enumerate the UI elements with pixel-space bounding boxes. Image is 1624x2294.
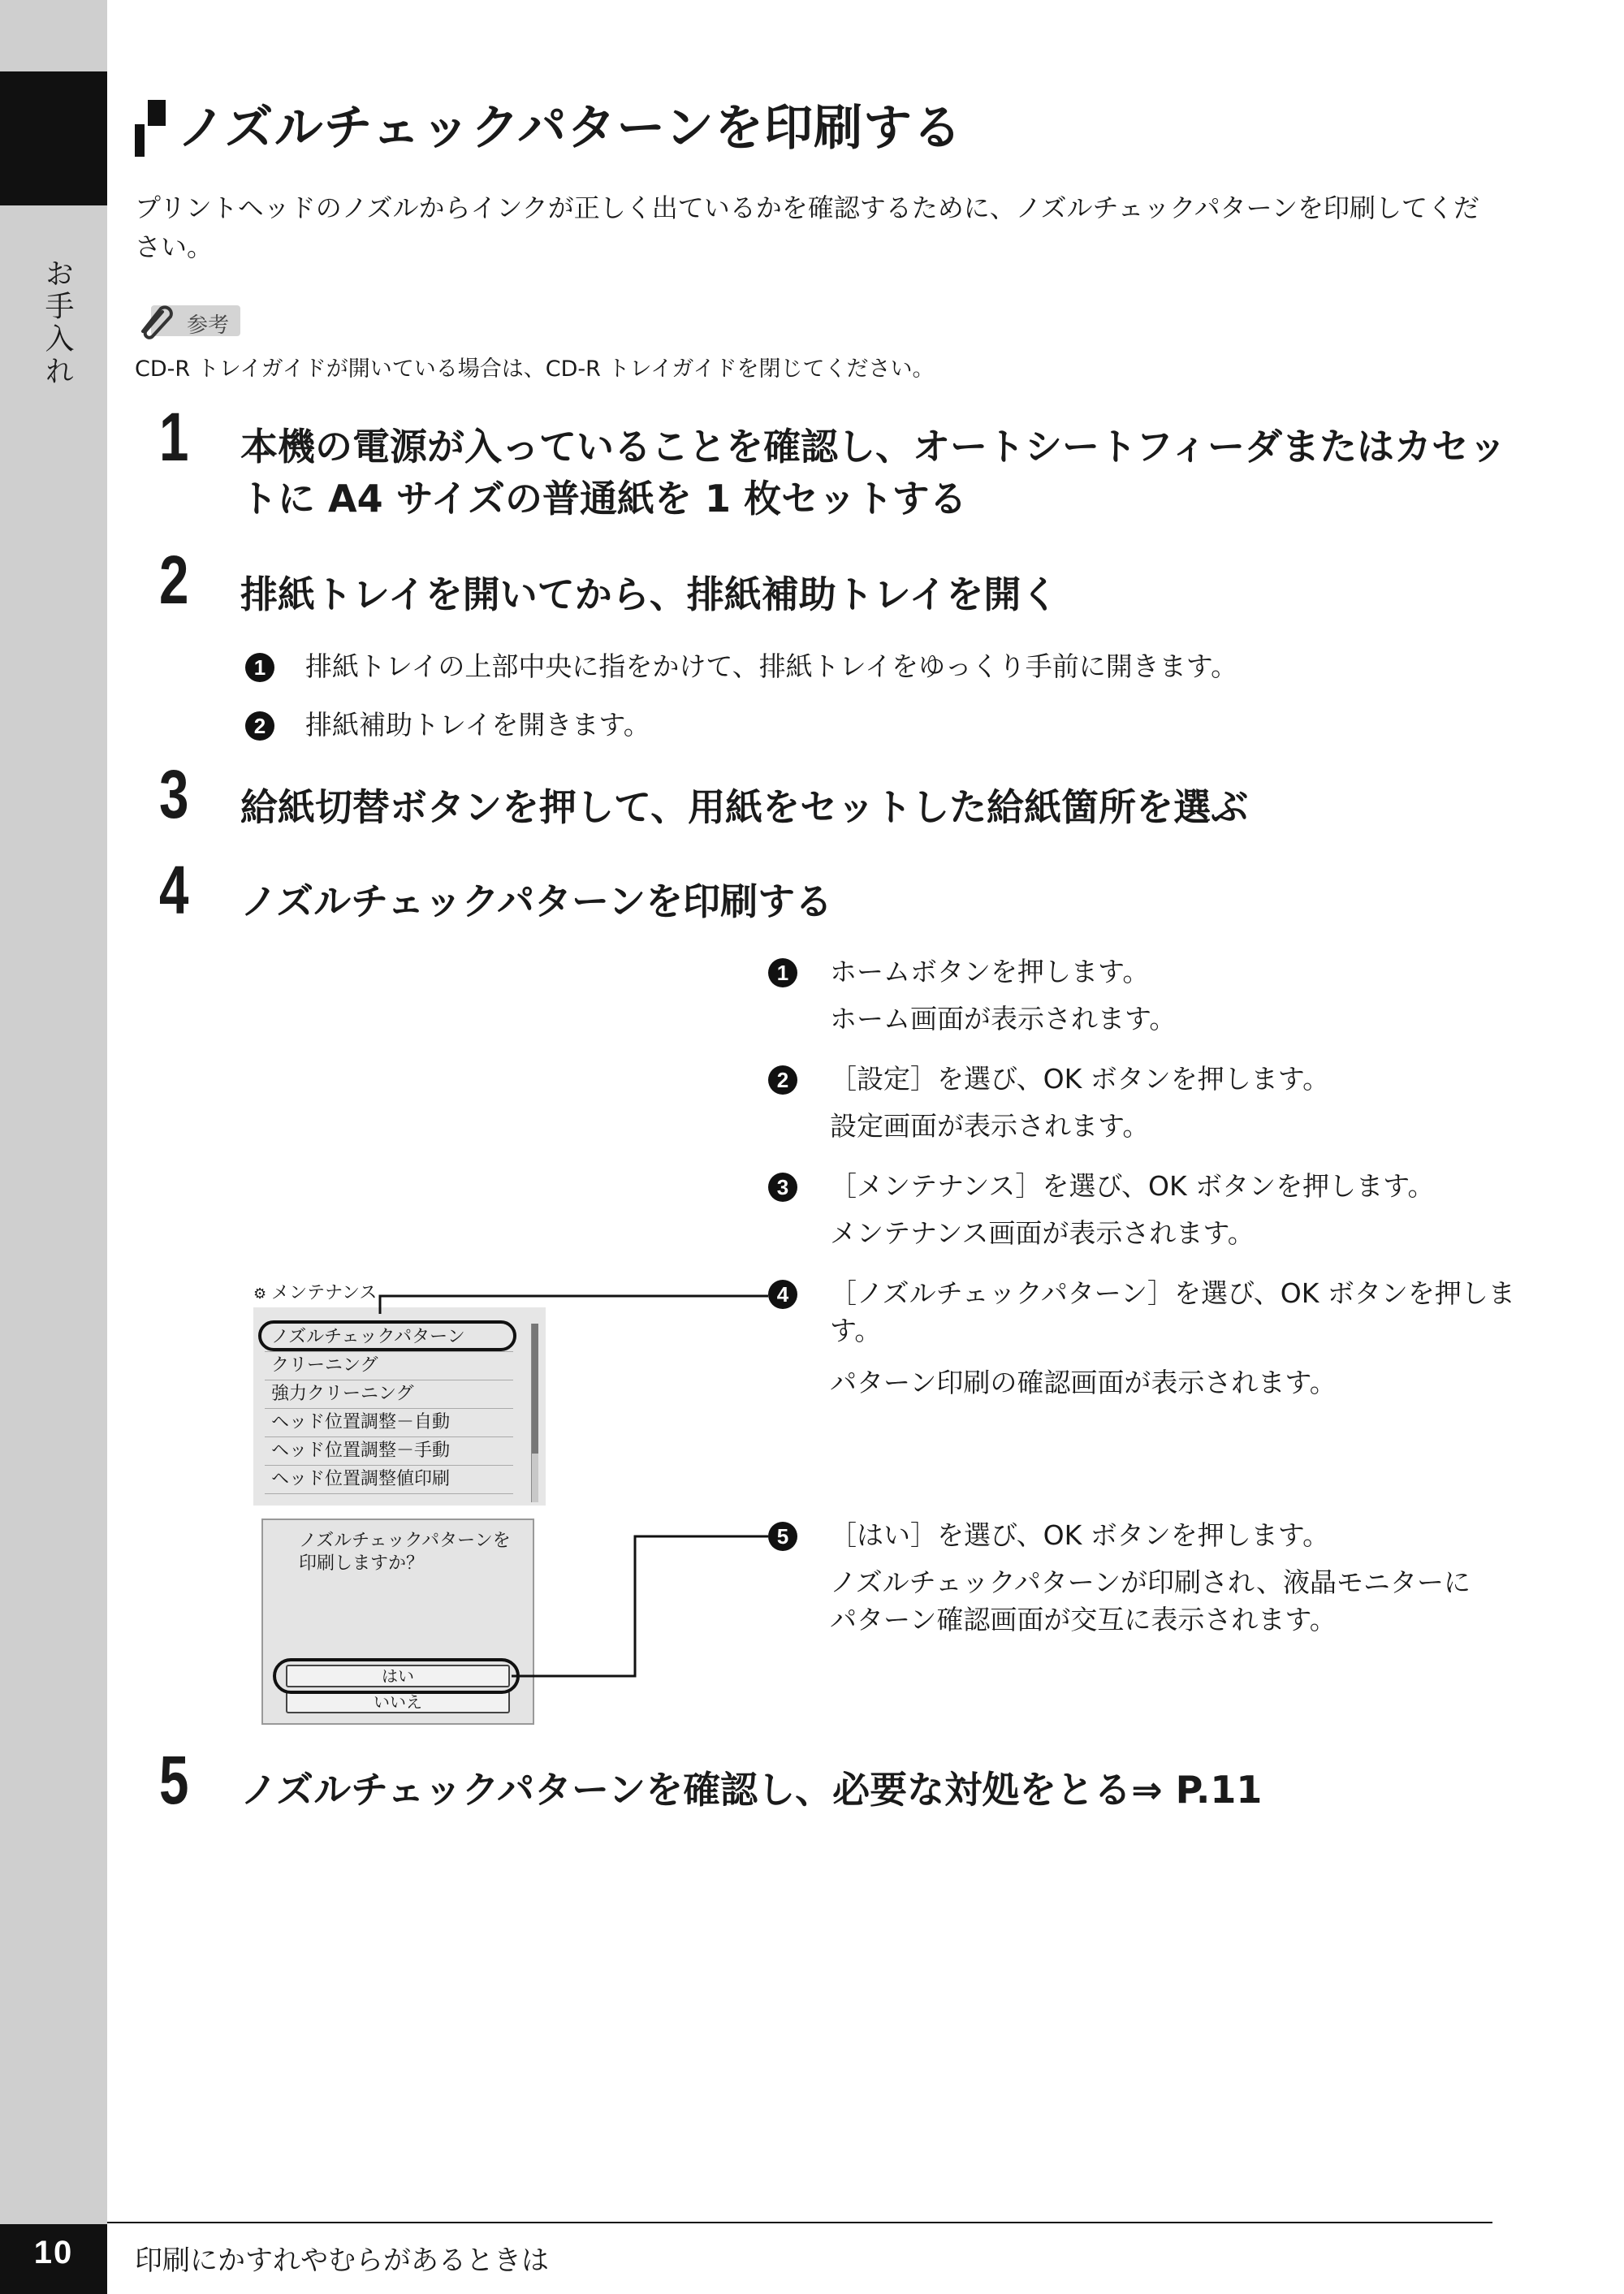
step-4-sub-2-text: ［設定］を選び、OK ボタンを押します。	[830, 1063, 1330, 1095]
dialog-message: ノズルチェックパターンを印刷しますか？	[299, 1531, 511, 1574]
step-2-sub-2-text: 排紙補助トレイを開きます。	[305, 709, 650, 741]
no-button[interactable]: いいえ	[286, 1691, 510, 1713]
step-4-sub-2-result: 設定画面が表示されます。	[830, 1110, 1150, 1142]
section-label: お手入れ	[41, 258, 74, 388]
confirm-dialog-screenshot	[261, 1519, 534, 1725]
menu-header	[253, 1281, 546, 1306]
menu-item[interactable]: ヘッド位置調整－手動	[265, 1437, 513, 1466]
note-badge	[135, 300, 240, 338]
step-5-text: ノズルチェックパターンを確認し、必要な対処をとる⇒ P.11	[240, 1768, 1263, 1812]
step-4-sub-5-bullet: 5	[768, 1522, 797, 1551]
note-text: CD-R トレイガイドが開いている場合は、CD-R トレイガイドを閉じてください。	[135, 356, 935, 382]
step-4-sub-5-text: ［はい］を選び、OK ボタンを押します。	[830, 1519, 1330, 1551]
menu-item[interactable]: ノズルチェックパターン	[265, 1324, 513, 1352]
step-1-text: 本機の電源が入っていることを確認し、オートシートフィーダまたはカセットに A4 サイズの普通紙を 1 枚セットする	[240, 425, 1506, 521]
step-3-number: 3	[159, 756, 189, 832]
page-title: ノズルチェックパターンを印刷する	[177, 100, 962, 157]
intro-text: プリントヘッドのノズルからインクが正しく出ているかを確認するために、ノズルチェックパターンを印刷してください。	[135, 192, 1480, 262]
page-number: 10	[33, 2235, 74, 2270]
title-mark-icon	[135, 100, 166, 157]
step-5-number: 5	[159, 1742, 189, 1818]
step-4-number: 4	[159, 852, 189, 928]
paperclip-icon	[135, 300, 184, 341]
step-4-sub-3-text: ［メンテナンス］を選び、OK ボタンを押します。	[830, 1170, 1435, 1202]
step-4-sub-5-result: ノズルチェックパターンが印刷され、液晶モニターにパターン確認画面が交互に表示されます。	[830, 1566, 1471, 1635]
step-2-sub-2-bullet: 2	[245, 711, 274, 741]
step-2-sub-1-bullet: 1	[245, 653, 274, 682]
note-label: 参考	[187, 313, 230, 338]
step-4-sub-4-result: パターン印刷の確認画面が表示されます。	[830, 1367, 1337, 1398]
section-tab	[0, 71, 107, 205]
menu-item[interactable]: ヘッド位置調整値印刷	[265, 1466, 513, 1494]
footer-rule	[107, 2222, 1492, 2223]
selection-highlight	[273, 1658, 520, 1694]
step-2-sub-1-text: 排紙トレイの上部中央に指をかけて、排紙トレイをゆっくり手前に開きます。	[305, 650, 1238, 682]
step-2-text: 排紙トレイを開いてから、排紙補助トレイを開く	[240, 572, 1059, 616]
selection-highlight	[258, 1320, 516, 1351]
menu-item[interactable]: クリーニング	[265, 1352, 513, 1380]
yes-button[interactable]: はい	[286, 1665, 510, 1687]
maintenance-menu-screenshot	[253, 1281, 546, 1506]
maintenance-icon: ⚙	[253, 1285, 267, 1303]
step-1-number: 1	[159, 399, 189, 475]
step-4-text: ノズルチェックパターンを印刷する	[240, 879, 833, 923]
step-4-sub-1-result: ホーム画面が表示されます。	[830, 1003, 1177, 1035]
step-3-text: 給紙切替ボタンを押して、用紙をセットした給紙箇所を選ぶ	[240, 785, 1249, 829]
step-4-sub-4-bullet: 4	[768, 1280, 797, 1309]
step-4-sub-3-result: メンテナンス画面が表示されます。	[830, 1217, 1255, 1249]
footer-title: 印刷にかすれやむらがあるときは	[135, 2244, 549, 2277]
menu-scrollbar[interactable]	[531, 1324, 538, 1502]
step-4-sub-3-bullet: 3	[768, 1173, 797, 1202]
menu-item[interactable]: 強力クリーニング	[265, 1380, 513, 1409]
menu-title: メンテナンス	[271, 1283, 378, 1303]
step-4-sub-4-text: ［ノズルチェックパターン］を選び、OK ボタンを押します。	[830, 1277, 1515, 1346]
menu-item[interactable]: ヘッド位置調整－自動	[265, 1409, 513, 1437]
step-4-sub-2-bullet: 2	[768, 1065, 797, 1095]
step-4-sub-1-text: ホームボタンを押します。	[830, 956, 1150, 987]
step-4-sub-1-bullet: 1	[768, 958, 797, 987]
step-2-number: 2	[159, 542, 189, 618]
